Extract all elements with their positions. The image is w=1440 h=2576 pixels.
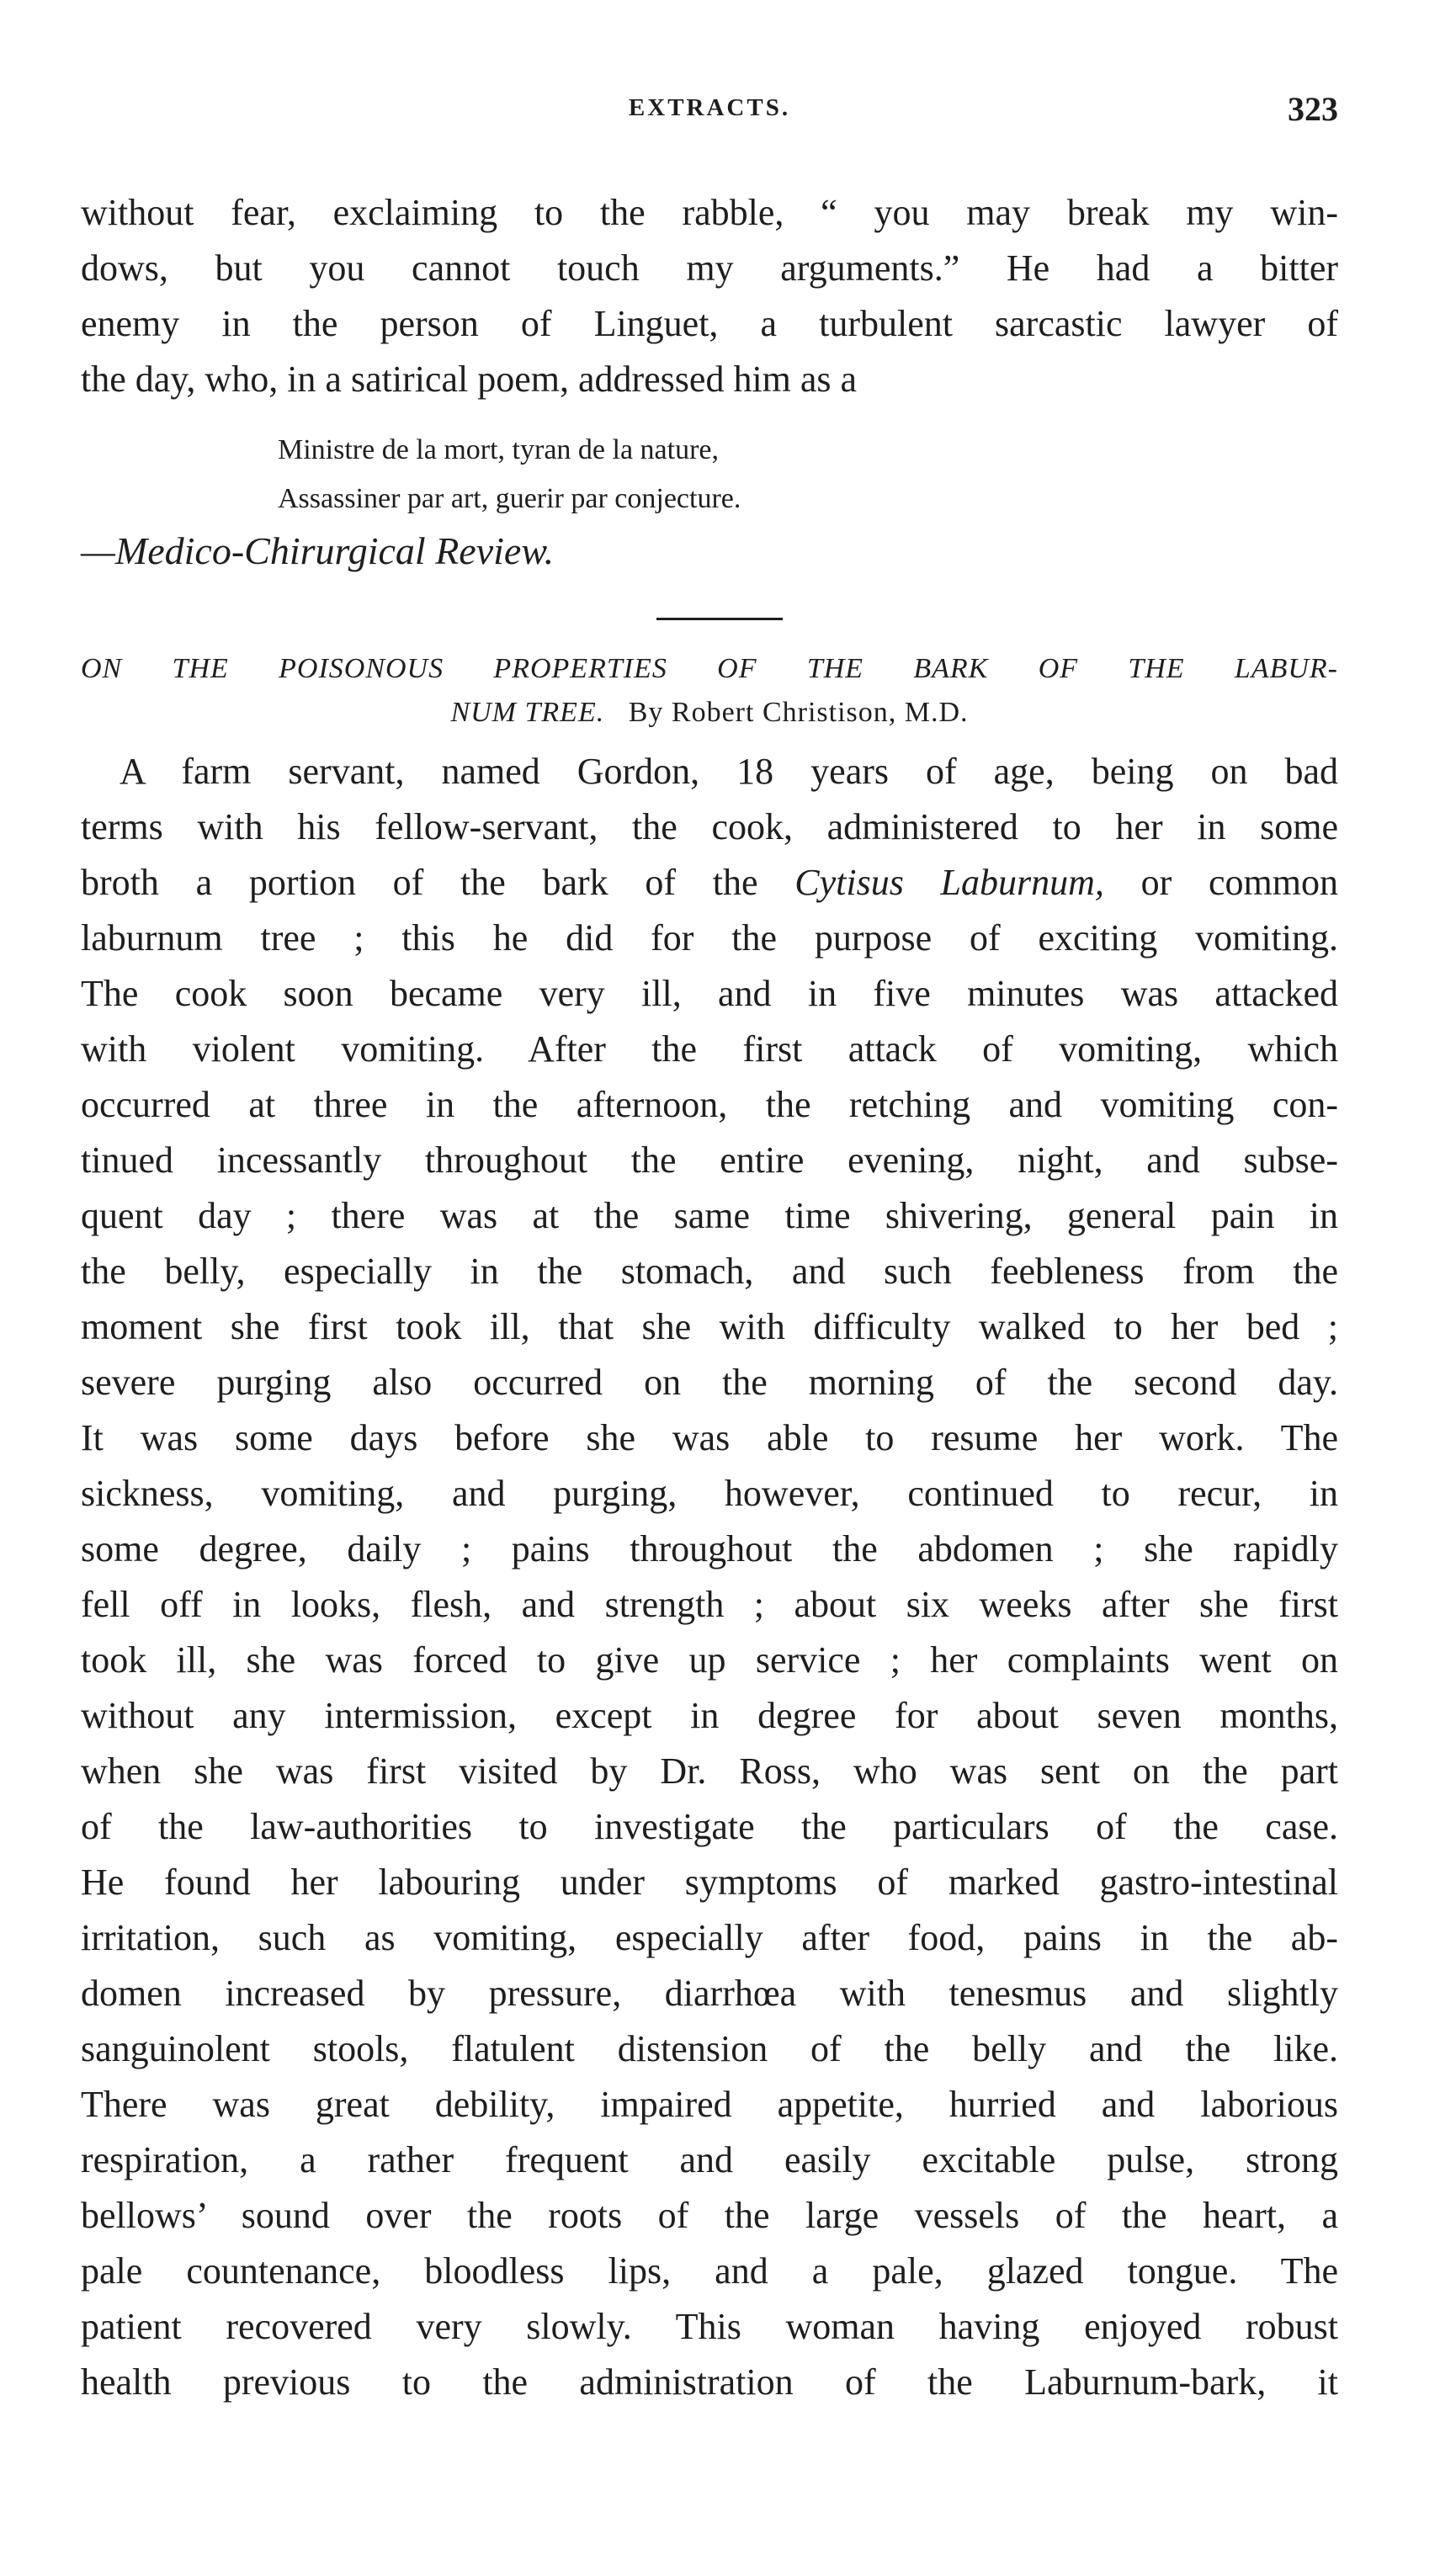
body-line: fell off in looks, flesh, and strength ; about six weeks after she first	[81, 1584, 1338, 1625]
body-line: the belly, especially in the stomach, and such feebleness from the	[81, 1251, 1338, 1292]
body-line: It was some days before she was able to resume her work. The	[81, 1417, 1338, 1458]
body-line: patient recovered very slowly. This woman having enjoyed robust	[81, 2306, 1338, 2347]
body-line: moment she first took ill, that she with difficulty walked to her bed ;	[81, 1306, 1338, 1347]
body-line: some degree, daily ; pains throughout the abdomen ; she rapidly	[81, 1528, 1338, 1570]
body-line: respiration, a rather frequent and easily excitable pulse, strong	[81, 2139, 1338, 2180]
body-line: severe purging also occurred on the morning of the second day.	[81, 1362, 1338, 1403]
verse-line: Assassiner par art, guerir par conjecture.	[278, 483, 741, 514]
body-line: took ill, she was forced to give up service ; her complaints went on	[81, 1639, 1338, 1681]
body-line: tinued incessantly throughout the entire evening, night, and subse-	[81, 1139, 1338, 1181]
body-line: There was great debility, impaired appetite, hurried and laborious	[81, 2084, 1338, 2125]
body-line: irritation, such as vomiting, especially after food, pains in the ab-	[81, 1917, 1338, 1958]
article-heading: ON THE POISONOUS PROPERTIES OF THE BARK OF THE LABUR-	[81, 653, 1338, 684]
continuation-line: dows, but you cannot touch my arguments.” He had a bitter	[81, 247, 1338, 289]
body-line: occurred at three in the afternoon, the retching and vomiting con-	[81, 1084, 1338, 1125]
body-line: broth a portion of the bark of the Cytisus Laburnum, or common	[81, 862, 1338, 903]
running-head: EXTRACTS.	[628, 94, 791, 121]
body-line: A farm servant, named Gordon, 18 years of age, being on bad	[120, 751, 1338, 792]
body-line: when she was first visited by Dr. Ross, who was sent on the part	[81, 1750, 1338, 1792]
body-line: bellows’ sound over the roots of the large vessels of the heart, a	[81, 2195, 1338, 2236]
body-line: The cook soon became very ill, and in five minutes was attacked	[81, 973, 1338, 1014]
body-line: sanguinolent stools, flatulent distension of the belly and the like.	[81, 2028, 1338, 2069]
body-line: health previous to the administration of the Laburnum-bark, it	[81, 2361, 1338, 2403]
verse-line: Ministre de la mort, tyran de la nature,	[278, 434, 719, 465]
body-line: pale countenance, bloodless lips, and a pale, glazed tongue. The	[81, 2250, 1338, 2292]
body-line: He found her labouring under symptoms of marked gastro-intestinal	[81, 1862, 1338, 1903]
section-divider	[656, 618, 783, 620]
body-line: without any intermission, except in degree for about seven months,	[81, 1695, 1338, 1736]
body-line: quent day ; there was at the same time shivering, general pain in	[81, 1195, 1338, 1236]
page-number: 323	[1288, 90, 1338, 128]
continuation-line: the day, who, in a satirical poem, addressed him as a	[81, 359, 858, 400]
continuation-line: enemy in the person of Linguet, a turbulent sarcastic lawyer of	[81, 303, 1338, 344]
body-line: of the law-authorities to investigate the particulars of the case.	[81, 1806, 1338, 1847]
body-line: with violent vomiting. After the first attack of vomiting, which	[81, 1028, 1338, 1070]
body-line: domen increased by pressure, diarrhœa with tenesmus and slightly	[81, 1973, 1338, 2014]
body-line: laburnum tree ; this he did for the purpose of exciting vomiting.	[81, 917, 1338, 959]
continuation-line: without fear, exclaiming to the rabble, “ you may break my win-	[81, 192, 1338, 233]
species-name: Cytisus Laburnum,	[794, 862, 1104, 903]
article-title-end: NUM TREE.	[450, 697, 605, 728]
author-byline: By Robert Christison, M.D.	[628, 697, 969, 728]
source-citation: —Medico-Chirurgical Review.	[81, 529, 555, 572]
body-line: sickness, vomiting, and purging, however, continued to recur, in	[81, 1473, 1338, 1514]
body-line: terms with his fellow-servant, the cook, administered to her in some	[81, 806, 1338, 847]
page-header	[81, 90, 1338, 145]
article-heading-continued	[81, 692, 1338, 734]
